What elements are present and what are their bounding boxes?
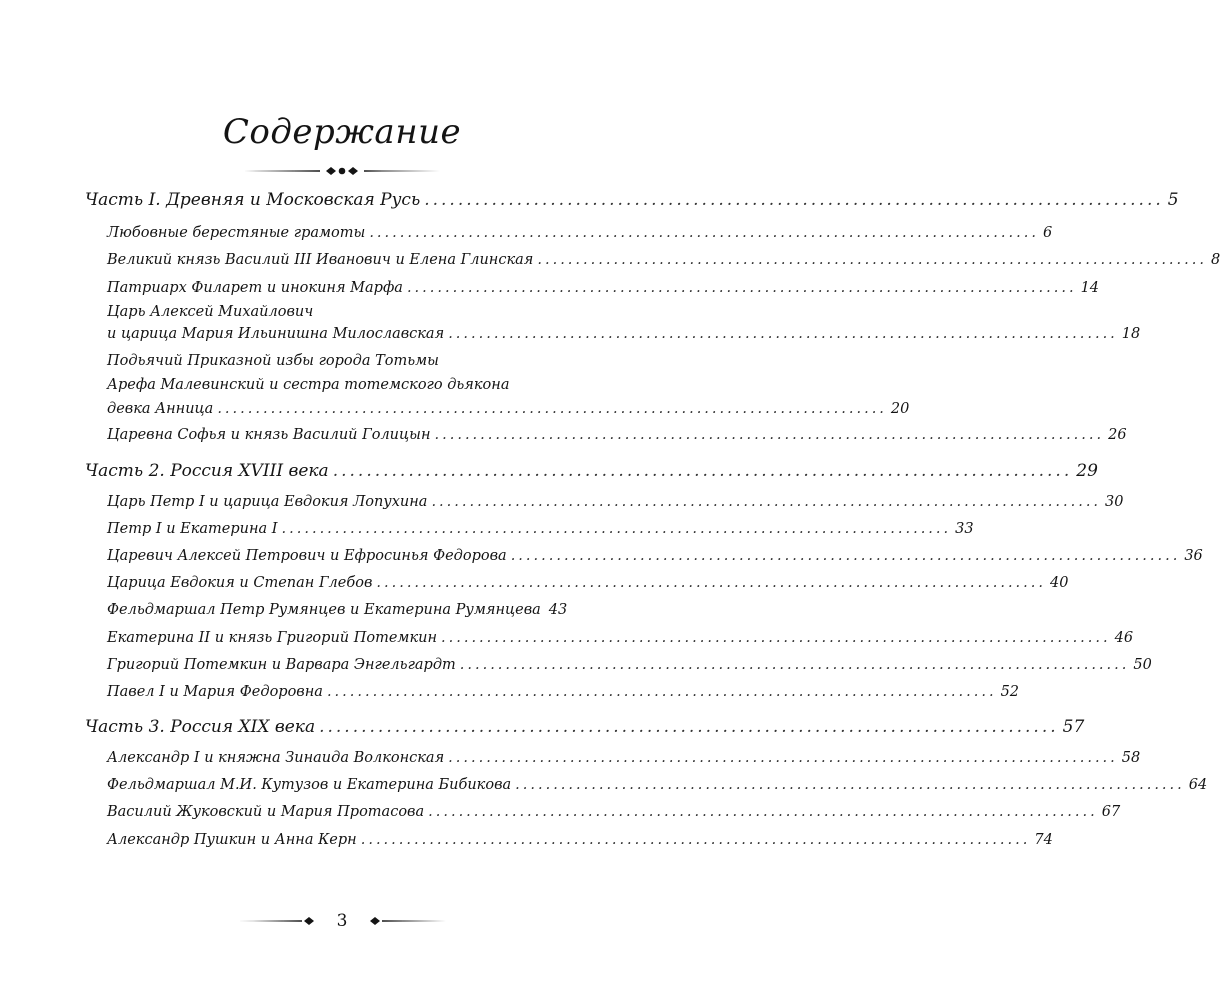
toc-chapter[interactable]: Петр I и Екатерина I ........................................................................................ 33 [107,521,974,537]
toc-chapter[interactable]: девка Анница ........................................................................................ 20 [107,401,910,417]
page-number: 3 [336,911,348,931]
toc-part-3[interactable]: Часть 3. Россия XIX века ........................................................................................ 57 [85,717,1085,737]
toc-chapter[interactable]: Александр I и княжна Зинаида Волконская ........................................................................................ 58 [107,750,1141,766]
toc-chapter-line: Подьячий Приказной избы города Тотьмы [107,353,439,369]
toc-chapter[interactable]: Патриарх Филарет и инокиня Марфа ........................................................................................ 14 [107,280,1100,296]
toc-chapter[interactable]: Фельдмаршал М.И. Кутузов и Екатерина Бибикова ........................................................................................ 64 [107,777,1208,793]
toc-chapter[interactable]: Царь Петр I и царица Евдокия Лопухина ........................................................................................ 30 [107,494,1124,510]
toc-chapter[interactable]: Великий князь Василий III Иванович и Елена Глинская ........................................................................................ 8 [107,252,1220,268]
toc-chapter[interactable]: Любовные берестяные грамоты ........................................................................................ 6 [107,225,1053,241]
toc-part-2[interactable]: Часть 2. Россия XVIII века ........................................................................................ 29 [85,461,1098,481]
toc-chapter[interactable]: Фельдмаршал Петр Румянцев и Екатерина Румянцева 43 [107,602,568,618]
toc-chapter[interactable]: Екатерина II и князь Григорий Потемкин ........................................................................................ 46 [107,630,1134,646]
toc-chapter-line: Царь Алексей Михайлович [107,304,314,320]
toc-chapter[interactable]: Павел I и Мария Федоровна ........................................................................................ 52 [107,684,1020,700]
toc-chapter[interactable]: Царевна Софья и князь Василий Голицын ........................................................................................ 26 [107,427,1127,443]
toc-chapter[interactable]: Александр Пушкин и Анна Керн ........................................................................................ 74 [107,832,1053,848]
toc-chapter[interactable]: Царевич Алексей Петрович и Ефросинья Федорова ........................................................................................ 36 [107,548,1203,564]
footer-ornament-right-icon [368,914,448,928]
toc-chapter[interactable]: и царица Мария Ильинишна Милославская ........................................................................................ 18 [107,326,1141,342]
toc-part-1[interactable]: Часть I. Древняя и Московская Русь ........................................................................................ 5 [85,190,1179,210]
toc-chapter[interactable]: Царица Евдокия и Степан Глебов ........................................................................................ 40 [107,575,1069,591]
toc-chapter[interactable]: Григорий Потемкин и Варвара Энгельгардт ........................................................................................ 50 [107,657,1152,673]
toc-chapter-line: Арефа Малевинский и сестра тотемского дьякона [107,377,510,393]
page-title: Содержание [222,112,462,152]
toc-chapter[interactable]: Василий Жуковский и Мария Протасова ........................................................................................ 67 [107,804,1121,820]
